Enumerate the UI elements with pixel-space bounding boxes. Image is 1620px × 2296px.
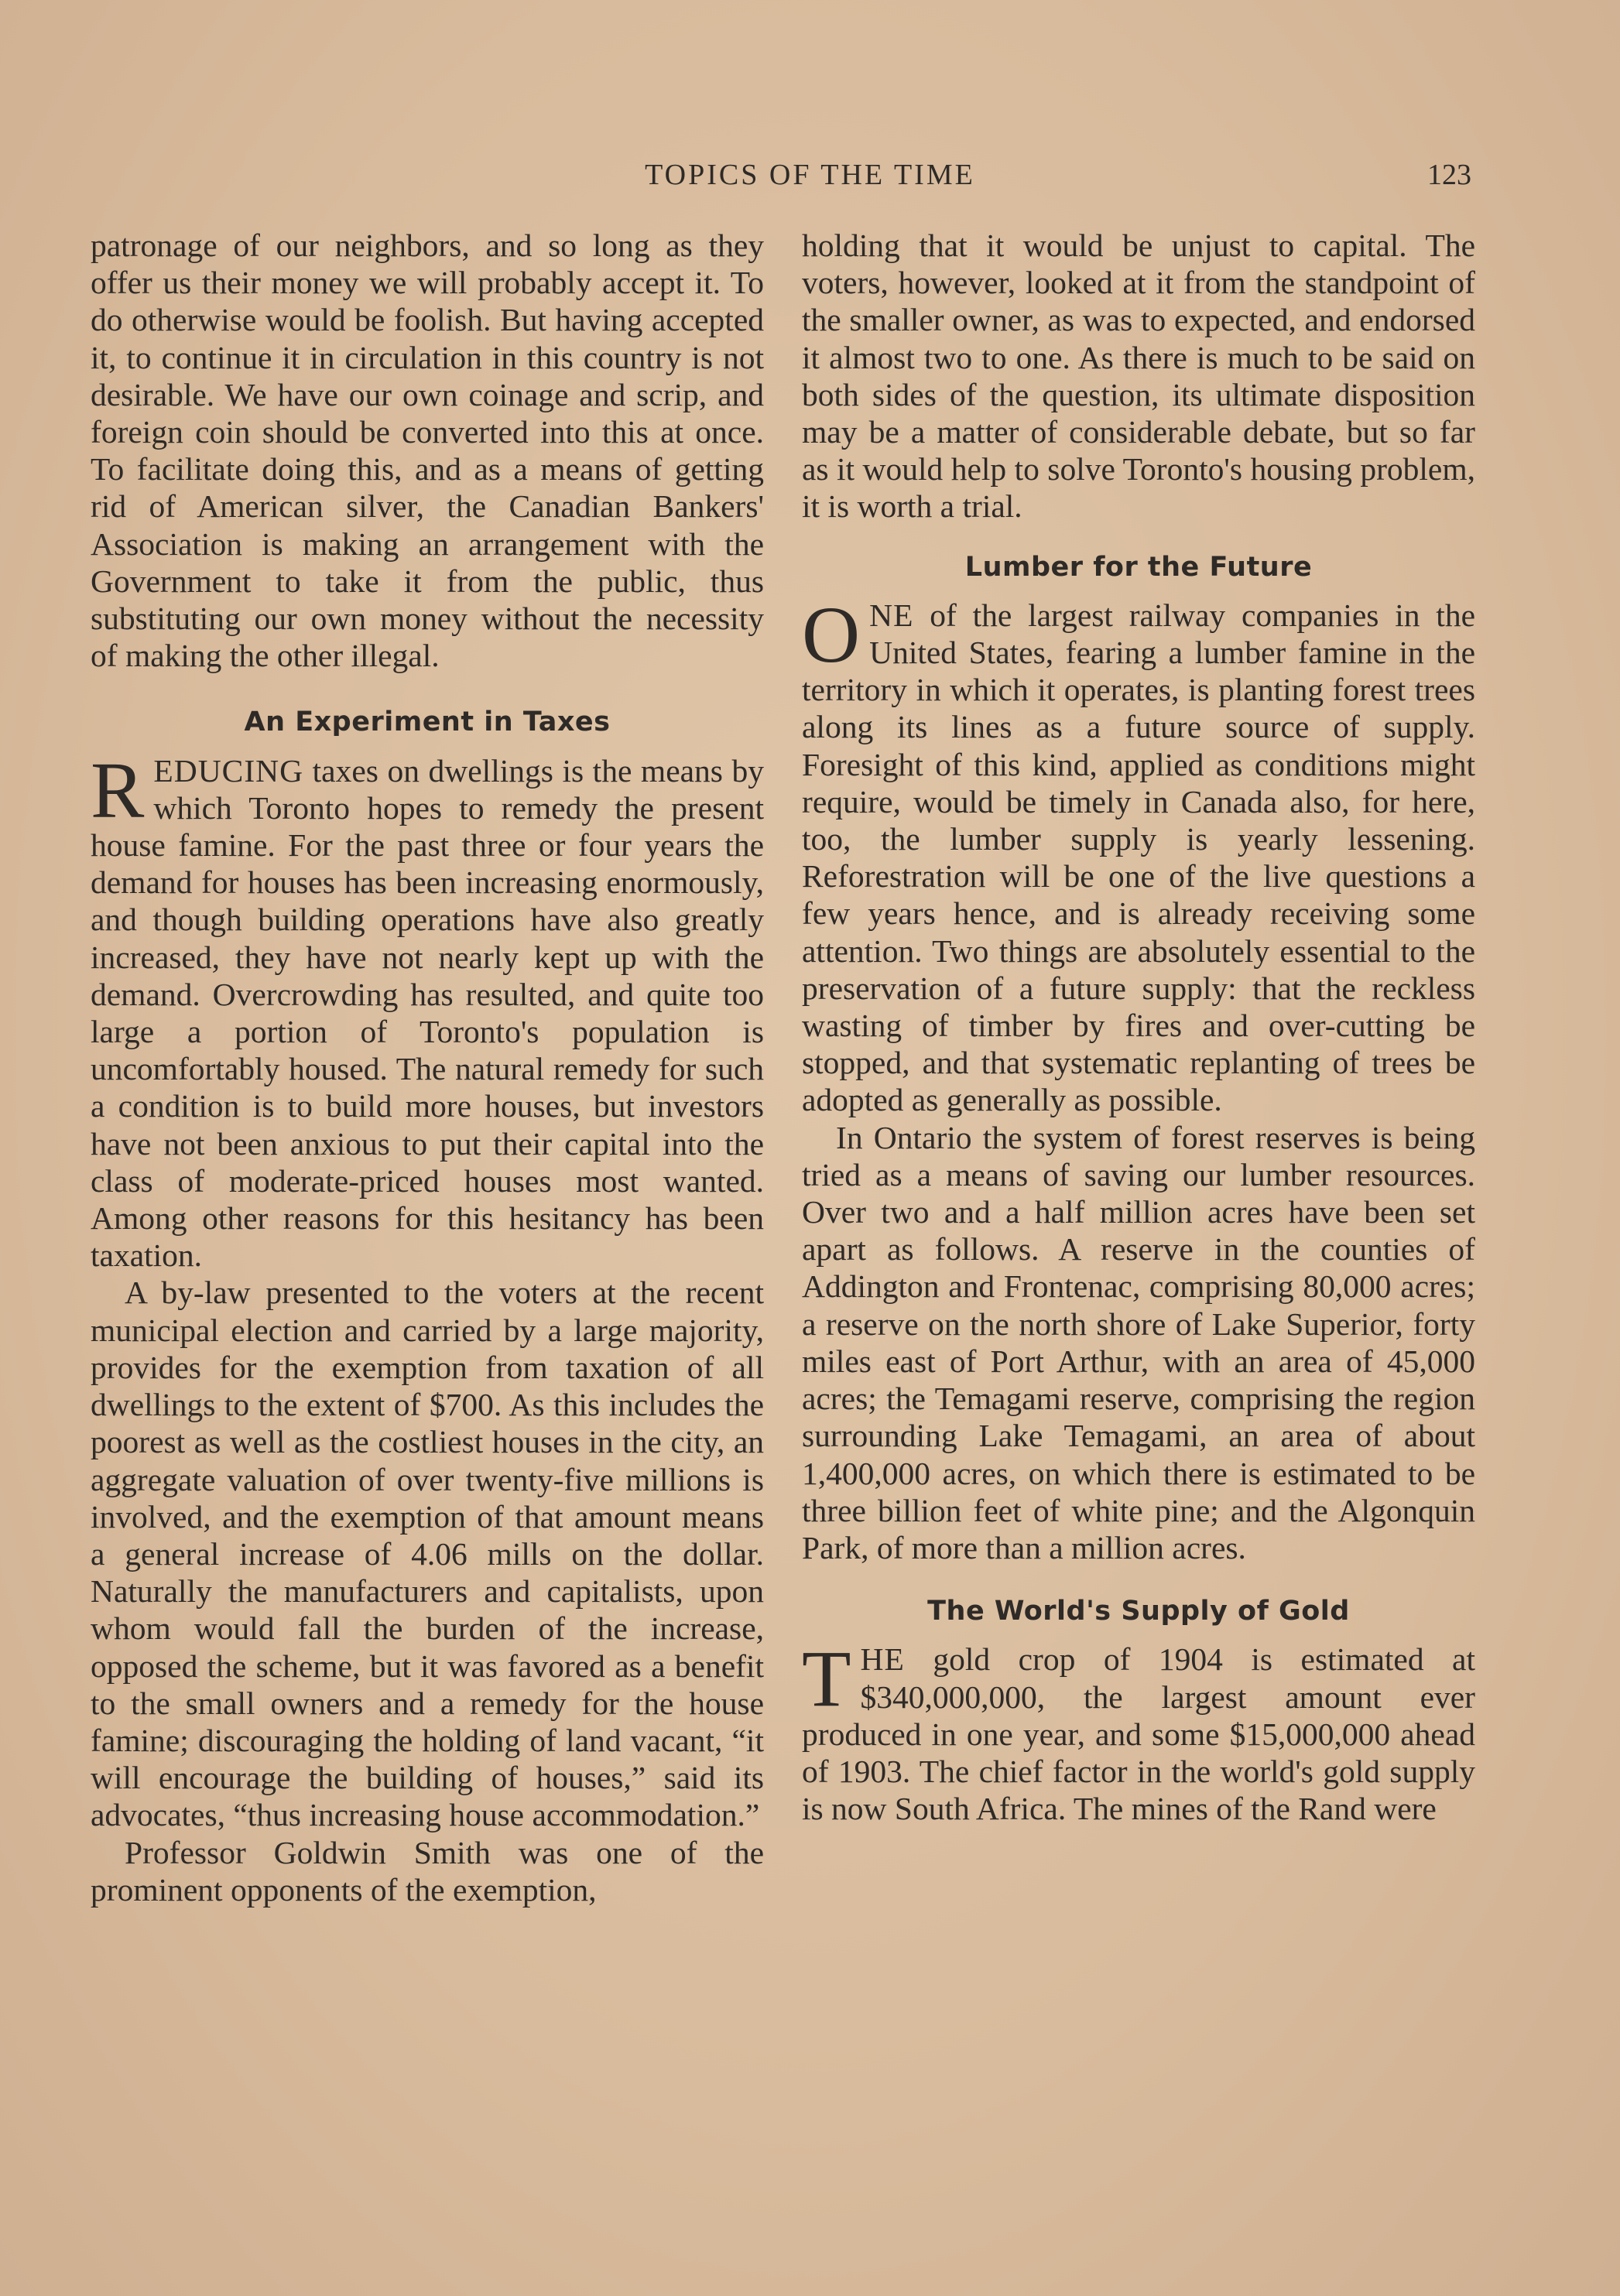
first-word-caps: NE xyxy=(869,597,914,633)
section-heading-lumber: Lumber for the Future xyxy=(964,551,1313,583)
dropcap-r: R xyxy=(91,745,145,835)
gold-paragraph-1-text: gold crop of 1904 is estimated at $340,000,000, the largest amount ever produced in one year, and some $15,000,000 ahead of 1903. The chief factor in the world's gold supply is now South Africa. The mines of the Rand were xyxy=(802,1641,1475,1827)
gold-paragraph-1 xyxy=(802,1634,1475,1827)
continuation-paragraph: holding that it would be unjust to capital. The voters, however, looked at it from the standpoint of the smaller owner, as was to expected, and endorsed it almost two to one. As there is much to be said on both sides of the question, its ultimate disposition may be a matter of considerable debate, but so far as it would help to solve Toronto's housing problem, it is worth a trial. xyxy=(802,228,1475,525)
left-column xyxy=(91,227,764,1908)
intro-paragraph: patronage of our neighbors, and so long as they offer us their money we will probably accept it. To do otherwise would be foolish. But having accepted it, to continue it in circulation in this country is not desirable. We have our own coinage and scrip, and foreign coin should be converted into this at once. To facilitate doing this, and as a means of getting rid of American silver, the Canadian Bankers' Association is making an arrangement with the Government to take it from the public, thus substituting our own money without the necessity of making the other illegal. xyxy=(91,228,764,674)
taxes-paragraph-2: A by-law presented to the voters at the recent municipal election and carried by a large majority, provides for the exemption from taxation of all dwellings to the extent of $700. As this includes the poorest as well as the costliest houses in the city, an aggregate valuation of over twenty-five millions is involved, and the exemption of that amount means a general increase of 4.06 mills on the dollar. Naturally the manufacturers and capitalists, upon whom would fall the burden of the increase, opposed the scheme, but it was favored as a benefit to the small owners and a remedy for the house famine; discouraging the holding of land vacant, “it will encourage the building of houses,” said its advocates, “thus increasing house accommodation.” xyxy=(91,1275,764,1833)
first-word-caps: EDUCING xyxy=(153,752,304,789)
lumber-paragraph-2: In Ontario the system of forest reserves is being tried as a means of saving our lumber resources. Over two and a half million acres have been set apart as follows. A reserve in the counties of Addington and Frontenac, comprising 80,000 acres; a reserve on the north shore of Lake Superior, forty miles east of Port Arthur, with an area of 45,000 acres; the Temagami reserve, comprising the region surrounding Lake Temagami, an area of about 1,400,000 acres, on which there is estimated to be three billion feet of white pine; and the Algonquin Park, of more than a million acres. xyxy=(802,1119,1475,1565)
page-number: 123 xyxy=(1427,159,1471,191)
running-head xyxy=(0,153,1620,200)
section-heading-taxes: An Experiment in Taxes xyxy=(244,707,611,738)
taxes-paragraph-1-text: taxes on dwellings is the means by which Toronto hopes to remedy the present house famine. For the past three or four years the demand for houses has been increasing enormously, and though building operations have also greatly increased, they have not nearly kept up with the demand. Overcrowding has resulted, and quite too large a portion of Toronto's population is uncomfortably housed. The natural remedy for such a condition is to build more houses, but investors have not been anxious to put their capital into the class of moderate-priced houses most wanted. Among other reasons for this hesitancy has been taxation. xyxy=(91,752,764,1274)
dropcap-o: O xyxy=(802,590,861,679)
taxes-paragraph-3: Professor Goldwin Smith was one of the prominent opponents of the exemption, xyxy=(91,1834,764,1908)
lumber-paragraph-1-text: of the largest railway companies in the United States, fearing a lumber famine in the territory in which it operates, is planting forest trees along its lines as a future source of supply. Foresight of this kind, applied as conditions might require, would be timely in Canada also, for here, too, the lumber supply is yearly lessening. Reforestration will be one of the live questions a few years hence, and is already receiving some attention. Two things are absolutely essential to the preservation of a future supply: that the reckless wasting of timber by fires and over-cutting be stopped, and that systematic replanting of trees be adopted as generally as possible. xyxy=(802,597,1475,1118)
right-column xyxy=(802,227,1475,1827)
first-word-caps: HE xyxy=(860,1641,905,1678)
running-title: TOPICS OF THE TIME xyxy=(645,159,975,191)
dropcap-t: T xyxy=(802,1634,851,1724)
lumber-paragraph-1 xyxy=(802,590,1475,1119)
section-heading-gold: The World's Supply of Gold xyxy=(927,1596,1350,1627)
taxes-paragraph-1 xyxy=(91,745,764,1275)
